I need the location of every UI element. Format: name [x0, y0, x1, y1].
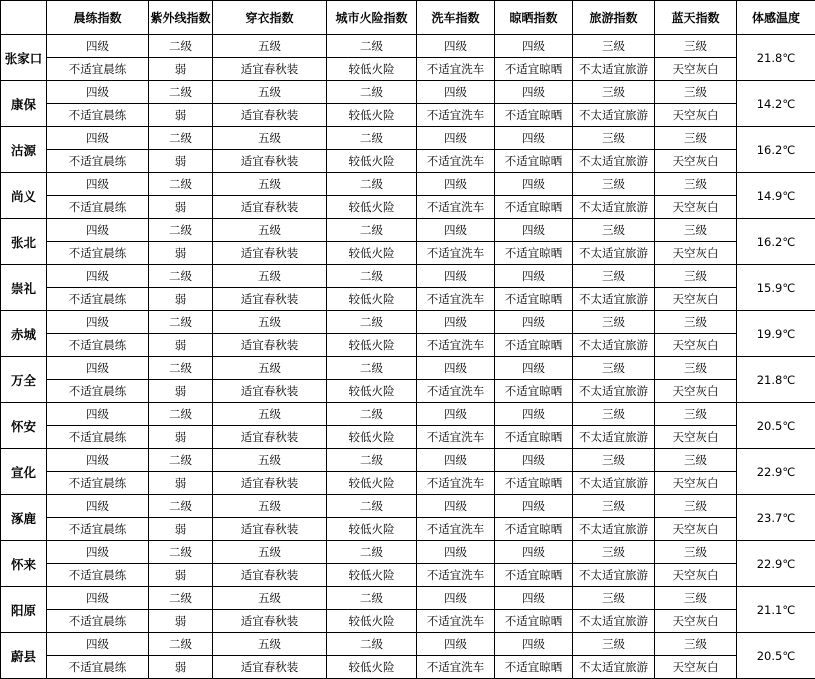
table-row [1, 242, 815, 265]
index-level: 三级 [573, 357, 655, 380]
index-level: 三级 [655, 81, 737, 104]
header-blue-sky: 蓝天指数 [655, 1, 737, 35]
table-row [1, 150, 815, 173]
index-description: 天空灰白 [655, 334, 737, 357]
index-description: 天空灰白 [655, 242, 737, 265]
table-row [1, 495, 815, 518]
index-description: 较低火险 [327, 334, 417, 357]
index-description: 不太适宜旅游 [573, 58, 655, 81]
index-description: 天空灰白 [655, 564, 737, 587]
index-level: 四级 [47, 311, 149, 334]
table-body [1, 35, 815, 679]
index-description: 弱 [149, 656, 213, 679]
table-row [1, 426, 815, 449]
index-description: 弱 [149, 288, 213, 311]
index-level: 三级 [573, 403, 655, 426]
index-level: 二级 [149, 403, 213, 426]
index-level: 二级 [327, 173, 417, 196]
feels-like-temp: 21.1℃ [737, 587, 815, 633]
index-level: 二级 [149, 265, 213, 288]
index-description: 不适宜晾晒 [495, 58, 573, 81]
table-row [1, 104, 815, 127]
index-description: 适宜春秋装 [213, 58, 327, 81]
index-description: 不适宜晾晒 [495, 196, 573, 219]
index-level: 二级 [327, 127, 417, 150]
table-row [1, 58, 815, 81]
index-level: 三级 [573, 495, 655, 518]
index-level: 二级 [149, 357, 213, 380]
table-row [1, 449, 815, 472]
index-description: 不适宜洗车 [417, 196, 495, 219]
index-description: 不太适宜旅游 [573, 196, 655, 219]
table-row [1, 173, 815, 196]
index-description: 弱 [149, 334, 213, 357]
index-level: 三级 [655, 35, 737, 58]
index-level: 二级 [327, 403, 417, 426]
index-description: 适宜春秋装 [213, 656, 327, 679]
index-level: 四级 [417, 357, 495, 380]
table-row [1, 127, 815, 150]
feels-like-temp: 20.5℃ [737, 633, 815, 679]
feels-like-temp: 20.5℃ [737, 403, 815, 449]
index-description: 适宜春秋装 [213, 242, 327, 265]
index-description: 弱 [149, 150, 213, 173]
feels-like-temp: 21.8℃ [737, 35, 815, 81]
index-level: 二级 [327, 449, 417, 472]
index-description: 适宜春秋装 [213, 564, 327, 587]
index-level: 四级 [417, 81, 495, 104]
feels-like-temp: 16.2℃ [737, 219, 815, 265]
index-level: 四级 [417, 633, 495, 656]
header-dressing: 穿衣指数 [213, 1, 327, 35]
index-level: 五级 [213, 633, 327, 656]
index-level: 五级 [213, 357, 327, 380]
index-level: 四级 [495, 495, 573, 518]
index-level: 四级 [47, 81, 149, 104]
city-name: 怀来 [1, 541, 47, 587]
city-name: 蔚县 [1, 633, 47, 679]
index-level: 二级 [149, 633, 213, 656]
index-level: 三级 [655, 449, 737, 472]
index-level: 五级 [213, 403, 327, 426]
index-level: 四级 [417, 265, 495, 288]
index-description: 不适宜晾晒 [495, 656, 573, 679]
header-morning-exercise: 晨练指数 [47, 1, 149, 35]
index-level: 五级 [213, 35, 327, 58]
header-corner [1, 1, 47, 35]
index-description: 不太适宜旅游 [573, 288, 655, 311]
index-description: 较低火险 [327, 242, 417, 265]
index-level: 四级 [47, 35, 149, 58]
index-description: 弱 [149, 380, 213, 403]
city-name: 康保 [1, 81, 47, 127]
index-level: 四级 [47, 587, 149, 610]
index-description: 适宜春秋装 [213, 426, 327, 449]
index-description: 天空灰白 [655, 426, 737, 449]
index-level: 二级 [149, 173, 213, 196]
index-description: 不太适宜旅游 [573, 242, 655, 265]
index-description: 不适宜洗车 [417, 58, 495, 81]
index-level: 四级 [495, 265, 573, 288]
index-level: 三级 [573, 81, 655, 104]
index-level: 三级 [655, 127, 737, 150]
table-row [1, 357, 815, 380]
city-name: 阳原 [1, 587, 47, 633]
index-description: 不适宜晾晒 [495, 426, 573, 449]
table-row [1, 380, 815, 403]
index-level: 五级 [213, 265, 327, 288]
index-description: 不适宜晾晒 [495, 150, 573, 173]
index-description: 不适宜晾晒 [495, 472, 573, 495]
index-description: 天空灰白 [655, 58, 737, 81]
index-level: 二级 [149, 127, 213, 150]
index-description: 天空灰白 [655, 150, 737, 173]
index-description: 不太适宜旅游 [573, 472, 655, 495]
index-description: 不太适宜旅游 [573, 104, 655, 127]
city-name: 赤城 [1, 311, 47, 357]
index-level: 四级 [47, 127, 149, 150]
index-description: 天空灰白 [655, 472, 737, 495]
index-description: 较低火险 [327, 472, 417, 495]
index-description: 天空灰白 [655, 288, 737, 311]
index-level: 四级 [47, 173, 149, 196]
feels-like-temp: 16.2℃ [737, 127, 815, 173]
index-level: 四级 [495, 541, 573, 564]
index-description: 不适宜晨练 [47, 472, 149, 495]
index-description: 天空灰白 [655, 610, 737, 633]
feels-like-temp: 23.7℃ [737, 495, 815, 541]
index-level: 五级 [213, 495, 327, 518]
index-description: 较低火险 [327, 610, 417, 633]
index-description: 不适宜洗车 [417, 242, 495, 265]
index-level: 三级 [655, 311, 737, 334]
index-level: 四级 [47, 633, 149, 656]
index-description: 适宜春秋装 [213, 288, 327, 311]
index-level: 三级 [573, 449, 655, 472]
index-level: 三级 [655, 403, 737, 426]
index-description: 不适宜晨练 [47, 610, 149, 633]
index-description: 不适宜晨练 [47, 242, 149, 265]
index-level: 二级 [149, 541, 213, 564]
index-description: 弱 [149, 242, 213, 265]
index-level: 五级 [213, 541, 327, 564]
index-description: 不适宜洗车 [417, 104, 495, 127]
index-description: 天空灰白 [655, 196, 737, 219]
header-row [1, 1, 815, 35]
index-description: 不适宜洗车 [417, 518, 495, 541]
index-level: 四级 [47, 495, 149, 518]
index-level: 四级 [417, 403, 495, 426]
index-level: 三级 [655, 587, 737, 610]
index-description: 适宜春秋装 [213, 380, 327, 403]
city-name: 沽源 [1, 127, 47, 173]
index-level: 四级 [495, 219, 573, 242]
table-row [1, 541, 815, 564]
index-level: 五级 [213, 219, 327, 242]
index-level: 二级 [149, 219, 213, 242]
header-car-wash: 洗车指数 [417, 1, 495, 35]
index-level: 三级 [573, 35, 655, 58]
table-row [1, 610, 815, 633]
index-description: 弱 [149, 610, 213, 633]
index-level: 二级 [327, 81, 417, 104]
index-description: 不适宜晨练 [47, 196, 149, 219]
index-description: 不适宜晾晒 [495, 380, 573, 403]
table-row [1, 35, 815, 58]
index-level: 五级 [213, 173, 327, 196]
index-description: 不适宜洗车 [417, 380, 495, 403]
index-description: 较低火险 [327, 196, 417, 219]
index-level: 三级 [573, 541, 655, 564]
index-level: 三级 [655, 265, 737, 288]
index-description: 适宜春秋装 [213, 610, 327, 633]
index-level: 二级 [327, 265, 417, 288]
index-description: 不适宜洗车 [417, 150, 495, 173]
header-travel: 旅游指数 [573, 1, 655, 35]
index-level: 二级 [327, 219, 417, 242]
header-drying: 晾晒指数 [495, 1, 573, 35]
city-name: 涿鹿 [1, 495, 47, 541]
index-level: 三级 [655, 219, 737, 242]
index-level: 四级 [495, 357, 573, 380]
index-level: 四级 [417, 219, 495, 242]
index-description: 不适宜晾晒 [495, 242, 573, 265]
index-description: 不适宜晨练 [47, 426, 149, 449]
index-description: 天空灰白 [655, 104, 737, 127]
table-row [1, 518, 815, 541]
index-level: 二级 [327, 495, 417, 518]
index-level: 四级 [47, 449, 149, 472]
index-level: 二级 [327, 587, 417, 610]
index-level: 二级 [149, 311, 213, 334]
index-level: 二级 [327, 541, 417, 564]
index-description: 弱 [149, 426, 213, 449]
index-description: 不适宜晨练 [47, 150, 149, 173]
index-level: 二级 [327, 357, 417, 380]
index-description: 较低火险 [327, 656, 417, 679]
index-level: 五级 [213, 311, 327, 334]
index-description: 不太适宜旅游 [573, 656, 655, 679]
index-description: 不适宜洗车 [417, 288, 495, 311]
index-level: 四级 [495, 35, 573, 58]
index-description: 不适宜晨练 [47, 564, 149, 587]
index-description: 不适宜洗车 [417, 564, 495, 587]
index-level: 三级 [655, 173, 737, 196]
feels-like-temp: 22.9℃ [737, 541, 815, 587]
index-description: 弱 [149, 58, 213, 81]
index-description: 天空灰白 [655, 656, 737, 679]
header-uv: 紫外线指数 [149, 1, 213, 35]
index-description: 不适宜洗车 [417, 426, 495, 449]
index-description: 不太适宜旅游 [573, 564, 655, 587]
index-level: 三级 [573, 127, 655, 150]
index-level: 二级 [149, 81, 213, 104]
index-description: 不适宜晾晒 [495, 518, 573, 541]
index-level: 四级 [47, 403, 149, 426]
table-row [1, 633, 815, 656]
feels-like-temp: 19.9℃ [737, 311, 815, 357]
city-name: 尚义 [1, 173, 47, 219]
index-level: 三级 [573, 219, 655, 242]
index-level: 四级 [495, 81, 573, 104]
index-level: 四级 [417, 311, 495, 334]
index-description: 弱 [149, 564, 213, 587]
index-description: 较低火险 [327, 104, 417, 127]
index-description: 不适宜晨练 [47, 288, 149, 311]
index-description: 适宜春秋装 [213, 104, 327, 127]
table-row [1, 472, 815, 495]
index-description: 适宜春秋装 [213, 472, 327, 495]
table-row [1, 656, 815, 679]
index-description: 不太适宜旅游 [573, 150, 655, 173]
index-description: 不太适宜旅游 [573, 334, 655, 357]
index-level: 三级 [573, 587, 655, 610]
index-level: 五级 [213, 81, 327, 104]
index-description: 不太适宜旅游 [573, 610, 655, 633]
index-description: 弱 [149, 196, 213, 219]
index-description: 较低火险 [327, 150, 417, 173]
table-row [1, 587, 815, 610]
index-level: 三级 [655, 495, 737, 518]
city-name: 张家口 [1, 35, 47, 81]
table-row [1, 219, 815, 242]
header-feels-like: 体感温度 [737, 1, 815, 35]
city-name: 崇礼 [1, 265, 47, 311]
index-level: 四级 [417, 449, 495, 472]
index-level: 五级 [213, 127, 327, 150]
index-description: 适宜春秋装 [213, 334, 327, 357]
header-fire-risk: 城市火险指数 [327, 1, 417, 35]
index-description: 天空灰白 [655, 518, 737, 541]
index-level: 四级 [47, 219, 149, 242]
index-description: 天空灰白 [655, 380, 737, 403]
index-level: 二级 [149, 587, 213, 610]
index-description: 不适宜晾晒 [495, 564, 573, 587]
feels-like-temp: 21.8℃ [737, 357, 815, 403]
index-description: 不适宜洗车 [417, 656, 495, 679]
feels-like-temp: 14.9℃ [737, 173, 815, 219]
index-level: 四级 [495, 633, 573, 656]
table-row [1, 196, 815, 219]
index-level: 四级 [417, 495, 495, 518]
index-level: 四级 [417, 35, 495, 58]
feels-like-temp: 22.9℃ [737, 449, 815, 495]
index-level: 三级 [573, 633, 655, 656]
table-row [1, 265, 815, 288]
index-description: 不适宜晨练 [47, 380, 149, 403]
index-level: 二级 [327, 311, 417, 334]
index-level: 四级 [495, 311, 573, 334]
city-name: 宣化 [1, 449, 47, 495]
index-level: 二级 [149, 35, 213, 58]
index-level: 五级 [213, 587, 327, 610]
index-level: 四级 [417, 541, 495, 564]
index-description: 不适宜晾晒 [495, 610, 573, 633]
index-level: 三级 [655, 357, 737, 380]
index-description: 不适宜晨练 [47, 334, 149, 357]
index-description: 较低火险 [327, 288, 417, 311]
index-description: 较低火险 [327, 426, 417, 449]
index-level: 三级 [655, 633, 737, 656]
index-description: 不适宜洗车 [417, 472, 495, 495]
table-row [1, 81, 815, 104]
index-description: 弱 [149, 518, 213, 541]
index-description: 较低火险 [327, 380, 417, 403]
feels-like-temp: 14.2℃ [737, 81, 815, 127]
city-name: 张北 [1, 219, 47, 265]
index-description: 不适宜晨练 [47, 656, 149, 679]
index-level: 四级 [47, 541, 149, 564]
index-level: 四级 [417, 587, 495, 610]
index-level: 三级 [573, 311, 655, 334]
city-name: 怀安 [1, 403, 47, 449]
index-level: 四级 [495, 127, 573, 150]
index-description: 不适宜晾晒 [495, 288, 573, 311]
index-level: 二级 [149, 449, 213, 472]
index-description: 不适宜晨练 [47, 518, 149, 541]
index-level: 四级 [495, 587, 573, 610]
index-description: 不适宜晾晒 [495, 104, 573, 127]
index-level: 四级 [495, 449, 573, 472]
index-description: 不适宜洗车 [417, 334, 495, 357]
index-description: 较低火险 [327, 58, 417, 81]
index-description: 不太适宜旅游 [573, 518, 655, 541]
table-row [1, 403, 815, 426]
index-level: 四级 [47, 265, 149, 288]
feels-like-temp: 15.9℃ [737, 265, 815, 311]
index-description: 适宜春秋装 [213, 150, 327, 173]
table-row [1, 564, 815, 587]
table-row [1, 288, 815, 311]
index-description: 不太适宜旅游 [573, 380, 655, 403]
index-level: 五级 [213, 449, 327, 472]
index-level: 二级 [327, 633, 417, 656]
index-description: 较低火险 [327, 564, 417, 587]
table-row [1, 334, 815, 357]
index-level: 三级 [573, 265, 655, 288]
index-level: 四级 [47, 357, 149, 380]
index-level: 三级 [655, 541, 737, 564]
index-level: 四级 [495, 173, 573, 196]
index-level: 四级 [417, 173, 495, 196]
index-description: 不适宜晨练 [47, 58, 149, 81]
index-description: 弱 [149, 472, 213, 495]
index-description: 适宜春秋装 [213, 196, 327, 219]
index-description: 适宜春秋装 [213, 518, 327, 541]
index-description: 不适宜洗车 [417, 610, 495, 633]
index-description: 较低火险 [327, 518, 417, 541]
index-level: 三级 [573, 173, 655, 196]
index-level: 四级 [417, 127, 495, 150]
index-description: 不适宜晾晒 [495, 334, 573, 357]
index-level: 二级 [149, 495, 213, 518]
table-row [1, 311, 815, 334]
index-description: 不太适宜旅游 [573, 426, 655, 449]
index-level: 四级 [495, 403, 573, 426]
city-name: 万全 [1, 357, 47, 403]
index-description: 不适宜晨练 [47, 104, 149, 127]
index-description: 弱 [149, 104, 213, 127]
index-level: 二级 [327, 35, 417, 58]
